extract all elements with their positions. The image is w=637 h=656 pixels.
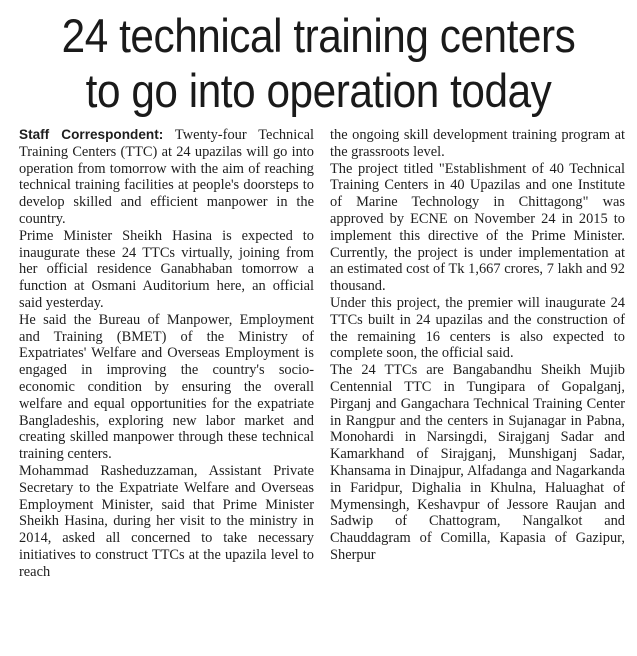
article-body: [19, 127, 625, 653]
article-headline: [32, 8, 605, 118]
paragraph: The project titled "Establishment of 40 Technical Training Centers in 40 Upazilas and one Institute of Marine Technology in Chittagong" was approved by ECNE on November 24 in 2015 to implement this directive of the Prime Minister. Currently, the project is under implementation at an estimated cost of Tk 1,667 crores, 7 lakh and 92 thousand.: [330, 160, 625, 295]
right-column: [330, 127, 625, 653]
paragraph: the ongoing skill development training program at the grassroots level.: [330, 127, 625, 160]
byline: Staff Correspondent:: [19, 127, 164, 142]
paragraph: The 24 TTCs are Bangabandhu Sheikh Mujib Centennial TTC in Tungipara of Gopalganj, Pirganj and Gangachara Technical Training Center in Rangpur and the centers in Sujanagar in Pabna, Monohardi in Narsingdi, Sirajganj Sadar and Kamarkhand of Sirajganj, Munshiganj Sadar, Khansama in Dinajpur, Alfadanga and Nagarkanda in Faridpur, Dighalia in Khulna, Haluaghat of Mymensingh, Keshavpur of Jessore Raujan and Sadwip of Chattogram, Nangalkot and Chauddagram of Comilla, Kapasia of Gazipur, Sherpur: [330, 362, 625, 563]
headline-line-1: 24 technical training centers: [61, 9, 576, 62]
paragraph: Under this project, the premier will inaugurate 24 TTCs built in 24 upazilas and the construction of the remaining 16 centers is also expected to complete soon, the official said.: [330, 294, 625, 362]
paragraph: Prime Minister Sheikh Hasina is expected to inaugurate these 24 TTCs virtually, joining from her official residence Ganabhaban tomorrow a function at Osmani Auditorium here, an official said yesterday.: [19, 227, 314, 311]
paragraph-text: Twenty-four Technical Training Centers (TTC) at 24 upazilas will go into operation from tomorrow with the aim of reaching technical training facilities at people's doorsteps to develop skilled and efficient manpower in the country.: [19, 127, 314, 227]
paragraph: He said the Bureau of Manpower, Employment and Training (BMET) of the Ministry of Expatriates' Welfare and Overseas Employment is engaged in improving the country's socio-economic condition by ensuring the overall welfare and equal opportunities for the expatriate Bangladeshis, exploring new labor market and creating skilled manpower through these technical training centers.: [19, 311, 314, 463]
headline-line-2: to go into operation today: [85, 64, 552, 117]
left-column: [19, 127, 314, 653]
paragraph: Mohammad Rasheduzzaman, Assistant Private Secretary to the Expatriate Welfare and Overseas Employment Minister, said that Prime Minister Sheikh Hasina, during her visit to the ministry in 2014, asked all concerned to take necessary initiatives to construct TTCs at the upazila level to reach: [19, 462, 314, 580]
paragraph: [19, 127, 314, 228]
